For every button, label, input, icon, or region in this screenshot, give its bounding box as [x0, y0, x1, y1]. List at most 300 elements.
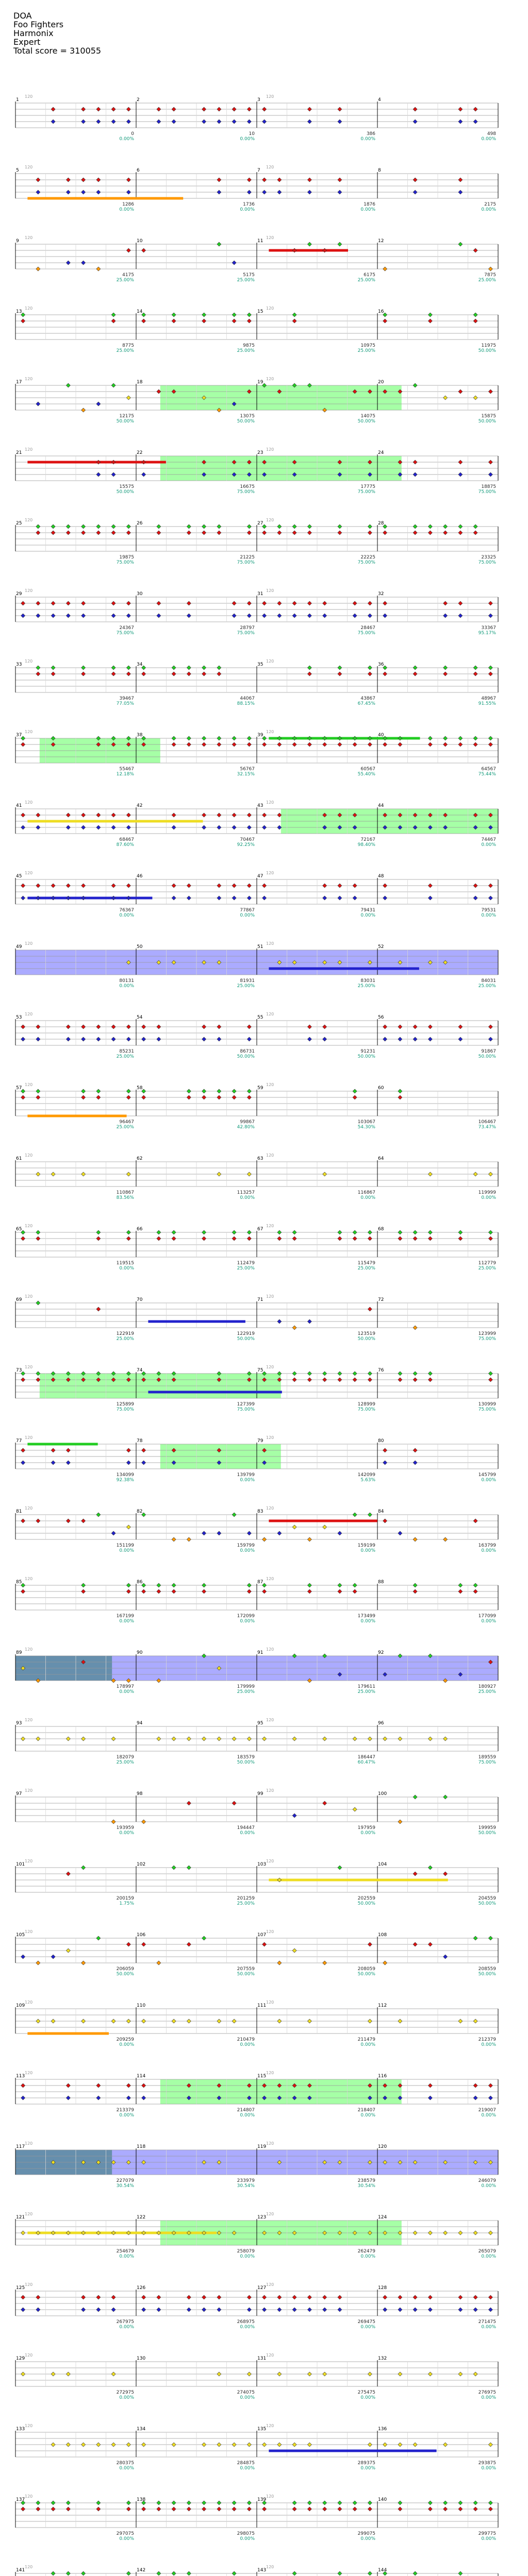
- tempo-marker: 120: [266, 306, 274, 311]
- note-red: [307, 1378, 311, 1382]
- measure-number: 107: [257, 1933, 267, 1938]
- note-blue: [66, 190, 70, 194]
- note-red: [428, 1025, 432, 1029]
- note-blue: [428, 896, 432, 900]
- note-red: [323, 1025, 327, 1029]
- note-yellow: [262, 2443, 267, 2447]
- note-blue: [413, 1037, 417, 1041]
- measure-number: 32: [378, 591, 384, 597]
- tempo-marker: 120: [25, 1082, 33, 1087]
- note-green: [307, 2501, 311, 2505]
- measure-score: 386: [366, 131, 375, 137]
- note-red: [473, 672, 477, 676]
- measure-number: 90: [137, 1650, 143, 1655]
- measure-score: 76367: [119, 908, 134, 913]
- note-green: [292, 2501, 296, 2505]
- note-blue: [217, 1037, 221, 1041]
- measure-score: 189559: [478, 1755, 496, 1760]
- note-blue: [202, 1037, 206, 1041]
- note-green: [413, 2571, 417, 2575]
- note-red: [126, 884, 130, 888]
- note-red: [277, 742, 282, 747]
- note-green: [172, 1230, 176, 1234]
- note-red: [428, 884, 432, 888]
- note-yellow: [217, 1172, 221, 1176]
- note-blue: [21, 2096, 25, 2100]
- note-red: [51, 672, 55, 676]
- note-green: [126, 666, 130, 670]
- note-red: [157, 1236, 161, 1241]
- note-red: [66, 1872, 70, 1876]
- note-red: [187, 742, 191, 747]
- note-blue: [277, 825, 282, 829]
- note-red: [338, 672, 342, 676]
- note-red: [81, 2295, 86, 2299]
- note-yellow: [277, 1878, 282, 1882]
- note-red: [96, 2295, 101, 2299]
- measure-percent: 25.00%: [478, 1266, 496, 1271]
- measure-percent: 30.54%: [357, 2183, 375, 2189]
- note-green: [157, 1583, 161, 1587]
- note-green: [172, 2501, 176, 2505]
- staff-row: [15, 524, 498, 551]
- note-green: [292, 2571, 296, 2575]
- note-blue: [413, 2308, 417, 2312]
- measure-score: 19875: [119, 555, 134, 560]
- note-red: [473, 248, 477, 252]
- note-blue: [81, 825, 86, 829]
- measure-score: 201259: [237, 1896, 255, 1901]
- note-green: [368, 2571, 372, 2575]
- measure-number: 138: [137, 2497, 146, 2502]
- note-red: [398, 1378, 402, 1382]
- note-red: [157, 2507, 161, 2511]
- note-red: [488, 884, 492, 888]
- measure-score: 70467: [240, 837, 255, 842]
- measure-percent: 30.54%: [237, 2183, 255, 2189]
- note-red: [292, 1378, 296, 1382]
- measure-number: 78: [137, 1438, 143, 1444]
- note-red: [142, 460, 146, 464]
- note-green: [217, 2501, 221, 2505]
- note-blue: [338, 2308, 342, 2312]
- measure-percent: 50.00%: [478, 1901, 496, 1906]
- measure-number: 118: [137, 2144, 146, 2149]
- note-green: [96, 1230, 101, 1234]
- tempo-marker: 120: [266, 2565, 274, 2569]
- note-red: [202, 672, 206, 676]
- measure-score: 265079: [478, 2249, 496, 2254]
- note-blue: [232, 614, 236, 618]
- note-red: [323, 248, 327, 252]
- measure-number: 111: [257, 2003, 267, 2008]
- note-red: [473, 2083, 477, 2088]
- tempo-marker: 120: [25, 730, 33, 734]
- note-red: [202, 1589, 206, 1594]
- note-blue: [187, 614, 191, 618]
- measure-number: 15: [257, 309, 263, 314]
- measure-number: 22: [137, 450, 143, 455]
- staff-row: [15, 2360, 498, 2386]
- measure-percent: 0.00%: [360, 2254, 375, 2259]
- note-red: [81, 178, 86, 182]
- note-green: [111, 524, 116, 529]
- tempo-marker: 120: [25, 2000, 33, 2005]
- note-green: [473, 313, 477, 317]
- note-blue: [368, 614, 372, 618]
- note-blue: [262, 825, 267, 829]
- note-green: [96, 2501, 101, 2505]
- measure-score: 21225: [240, 555, 255, 560]
- staff-row: [15, 948, 498, 975]
- note-red: [458, 1589, 463, 1594]
- note-yellow: [292, 1948, 296, 1953]
- note-red: [157, 601, 161, 605]
- note-blue: [96, 402, 101, 406]
- note-blue: [96, 1037, 101, 1041]
- note-red: [353, 1589, 357, 1594]
- measure-number: 134: [137, 2427, 146, 2432]
- measure-score: 142099: [357, 1472, 375, 1478]
- note-green: [458, 2501, 463, 2505]
- measure-number: 35: [257, 662, 263, 667]
- note-red: [172, 813, 176, 817]
- note-blue: [157, 120, 161, 124]
- measure-number: 9: [16, 239, 19, 244]
- note-blue: [36, 825, 40, 829]
- note-yellow: [126, 2231, 130, 2235]
- measure-number: 141: [16, 2568, 25, 2573]
- measure-number: 64: [378, 1156, 384, 1161]
- measure-number: 11: [257, 239, 263, 244]
- note-blue: [292, 1814, 296, 1818]
- note-green: [488, 2501, 492, 2505]
- note-red: [232, 2507, 236, 2511]
- note-yellow: [443, 2443, 448, 2447]
- note-red: [217, 2507, 221, 2511]
- note-blue: [21, 1955, 25, 1959]
- note-blue: [413, 190, 417, 194]
- note-red: [473, 1589, 477, 1594]
- note-red: [488, 601, 492, 605]
- measure-number: 137: [16, 2497, 25, 2502]
- note-red: [262, 884, 267, 888]
- note-red: [473, 531, 477, 535]
- note-red: [96, 107, 101, 111]
- note-blue: [202, 120, 206, 124]
- measure-score: 99867: [240, 1120, 255, 1125]
- tempo-marker: 120: [266, 2000, 274, 2005]
- note-red: [142, 1025, 146, 1029]
- measure-number: 33: [16, 662, 22, 667]
- note-red: [126, 813, 130, 817]
- measure-percent: 0.00%: [481, 207, 496, 212]
- note-yellow: [413, 2443, 417, 2447]
- measure-percent: 0.00%: [119, 2536, 134, 2541]
- tempo-marker: 120: [25, 800, 33, 805]
- staff-row: [15, 1654, 498, 1683]
- staff-row: [15, 1301, 498, 1330]
- tempo-marker: 120: [25, 1647, 33, 1652]
- note-red: [368, 1307, 372, 1311]
- measure-percent: 0.00%: [240, 913, 255, 918]
- note-red: [247, 531, 251, 535]
- measure-number: 87: [257, 1580, 263, 1585]
- measure-percent: 75.00%: [357, 1407, 375, 1412]
- note-blue: [217, 896, 221, 900]
- note-red: [36, 1236, 40, 1241]
- note-green: [428, 313, 432, 317]
- tempo-marker: 120: [266, 871, 274, 875]
- tempo-marker: 120: [25, 1718, 33, 1722]
- note-red: [292, 319, 296, 323]
- note-orange: [413, 1326, 417, 1330]
- note-red: [262, 107, 267, 111]
- note-green: [307, 736, 311, 740]
- measure-number: 133: [16, 2427, 25, 2432]
- note-yellow: [217, 2372, 221, 2376]
- measure-percent: 75.00%: [237, 1407, 255, 1412]
- note-blue: [413, 1461, 417, 1465]
- note-red: [36, 1378, 40, 1382]
- note-blue: [247, 825, 251, 829]
- note-red: [96, 2083, 101, 2088]
- tempo-marker: 120: [25, 2494, 33, 2499]
- measure-score: 44067: [240, 696, 255, 701]
- note-yellow: [247, 1172, 251, 1176]
- measure-number: 136: [378, 2427, 387, 2432]
- note-blue: [111, 120, 116, 124]
- note-blue: [142, 1037, 146, 1041]
- measure-number: 69: [16, 1297, 22, 1302]
- note-yellow: [368, 1737, 372, 1741]
- note-green: [232, 313, 236, 317]
- note-red: [81, 107, 86, 111]
- staff-row: [15, 1795, 498, 1824]
- measure-score: 219007: [478, 2108, 496, 2113]
- measure-score: 271475: [478, 2319, 496, 2325]
- note-green: [353, 1230, 357, 1234]
- note-blue: [277, 1531, 282, 1535]
- measure-number: 108: [378, 1933, 387, 1938]
- note-blue: [172, 120, 176, 124]
- note-blue: [247, 2308, 251, 2312]
- measure-score: 276975: [478, 2390, 496, 2395]
- note-green: [307, 1583, 311, 1587]
- note-green: [126, 1583, 130, 1587]
- tempo-marker: 120: [266, 2282, 274, 2287]
- staff-row: [15, 383, 498, 412]
- measure-percent: 0.00%: [360, 2395, 375, 2400]
- measure-number: 93: [16, 1721, 22, 1726]
- note-yellow: [458, 2231, 463, 2235]
- note-red: [338, 2507, 342, 2511]
- note-red: [126, 107, 130, 111]
- tempo-marker: 120: [266, 1012, 274, 1016]
- note-green: [202, 666, 206, 670]
- measure-number: 20: [378, 380, 384, 385]
- measure-score: 6175: [364, 273, 375, 278]
- measure-score: 84031: [481, 978, 496, 984]
- note-red: [36, 531, 40, 535]
- tempo-marker: 120: [25, 1859, 33, 1863]
- note-blue: [111, 614, 116, 618]
- measure-percent: 25.00%: [357, 278, 375, 283]
- note-red: [262, 813, 267, 817]
- note-red: [111, 601, 116, 605]
- measure-percent: 50.00%: [478, 1831, 496, 1836]
- measure-number: 34: [137, 662, 143, 667]
- note-green: [488, 1936, 492, 1940]
- note-red: [232, 1095, 236, 1099]
- measure-percent: 0.00%: [481, 1195, 496, 1200]
- note-blue: [488, 1037, 492, 1041]
- measure-percent: 25.00%: [237, 348, 255, 353]
- sustain-green: [27, 1443, 97, 1446]
- note-yellow: [187, 2019, 191, 2023]
- staff-row: [15, 666, 498, 692]
- measure-percent: 73.47%: [478, 1125, 496, 1130]
- note-yellow: [142, 2443, 146, 2447]
- note-blue: [488, 896, 492, 900]
- note-red: [473, 742, 477, 747]
- note-red: [307, 601, 311, 605]
- note-red: [21, 1589, 25, 1594]
- note-red: [383, 1519, 387, 1523]
- note-red: [111, 672, 116, 676]
- note-blue: [277, 2308, 282, 2312]
- measure-number: 66: [137, 1227, 143, 1232]
- measure-score: 498: [487, 131, 496, 137]
- note-red: [383, 319, 387, 323]
- note-yellow: [232, 1737, 236, 1741]
- note-blue: [66, 261, 70, 265]
- measure-percent: 88.15%: [237, 701, 255, 706]
- note-red: [323, 601, 327, 605]
- measure-percent: 0.00%: [240, 1548, 255, 1553]
- measure-percent: 1.75%: [119, 1901, 134, 1906]
- measure-score: 113257: [237, 1190, 255, 1195]
- note-green: [338, 1371, 342, 1376]
- staff-row: [15, 1230, 498, 1257]
- note-red: [323, 2295, 327, 2299]
- note-red: [413, 1025, 417, 1029]
- note-yellow: [428, 2372, 432, 2376]
- note-green: [323, 1371, 327, 1376]
- note-green: [126, 2571, 130, 2575]
- note-green: [458, 2571, 463, 2575]
- note-blue: [232, 261, 236, 265]
- note-red: [66, 2507, 70, 2511]
- note-yellow: [66, 2372, 70, 2376]
- measure-percent: 25.00%: [357, 984, 375, 989]
- note-blue: [96, 120, 101, 124]
- note-green: [81, 524, 86, 529]
- measure-score: 28797: [240, 625, 255, 631]
- note-red: [187, 531, 191, 535]
- note-green: [443, 2501, 448, 2505]
- note-green: [338, 1230, 342, 1234]
- note-red: [338, 107, 342, 111]
- sustain-blue: [148, 1320, 245, 1323]
- measure-percent: 50.00%: [357, 419, 375, 424]
- measure-percent: 0.00%: [240, 1195, 255, 1200]
- measure-score: 119999: [478, 1190, 496, 1195]
- note-red: [488, 1378, 492, 1382]
- measure-number: 45: [16, 874, 22, 879]
- note-red: [323, 1801, 327, 1805]
- note-green: [247, 524, 251, 529]
- note-red: [398, 742, 402, 747]
- sustain-blue: [148, 1391, 282, 1394]
- measure-percent: 50.00%: [237, 1054, 255, 1059]
- note-red: [187, 1095, 191, 1099]
- tempo-marker: 120: [25, 94, 33, 99]
- note-red: [307, 1025, 311, 1029]
- note-yellow: [21, 2231, 25, 2235]
- note-red: [262, 531, 267, 535]
- note-red: [81, 884, 86, 888]
- note-green: [292, 1371, 296, 1376]
- note-red: [51, 1448, 55, 1452]
- measure-percent: 0.00%: [240, 1831, 255, 1836]
- note-yellow: [488, 2443, 492, 2447]
- note-yellow: [473, 1172, 477, 1176]
- note-yellow: [277, 2443, 282, 2447]
- note-green: [81, 1583, 86, 1587]
- note-green: [428, 1230, 432, 1234]
- sustain-blue: [27, 897, 152, 900]
- tempo-marker: 120: [266, 2353, 274, 2358]
- measure-percent: 0.00%: [240, 2113, 255, 2118]
- note-red: [111, 319, 116, 323]
- note-green: [81, 2571, 86, 2575]
- note-red: [96, 1307, 101, 1311]
- measure-number: 55: [257, 1015, 263, 1020]
- measure-percent: 0.00%: [481, 2395, 496, 2400]
- note-red: [217, 2295, 221, 2299]
- staff-row: [15, 1725, 498, 1751]
- note-blue: [383, 2308, 387, 2312]
- note-green: [398, 2501, 402, 2505]
- note-green: [187, 2501, 191, 2505]
- note-blue: [81, 190, 86, 194]
- measure-percent: 0.00%: [119, 137, 134, 142]
- note-green: [353, 1371, 357, 1376]
- note-blue: [232, 896, 236, 900]
- note-red: [292, 601, 296, 605]
- note-red: [187, 884, 191, 888]
- measure-percent: 0.00%: [119, 1266, 134, 1271]
- note-red: [217, 107, 221, 111]
- note-red: [202, 2295, 206, 2299]
- note-green: [96, 1513, 101, 1517]
- measure-score: 24367: [119, 625, 134, 631]
- measure-score: 202559: [357, 1896, 375, 1901]
- note-red: [202, 319, 206, 323]
- note-red: [383, 531, 387, 535]
- measure-number: 117: [16, 2144, 25, 2149]
- note-red: [458, 107, 463, 111]
- note-red: [247, 178, 251, 182]
- tempo-marker: 120: [25, 377, 33, 381]
- note-red: [338, 1589, 342, 1594]
- note-yellow: [126, 1525, 130, 1529]
- note-yellow: [126, 1172, 130, 1176]
- note-blue: [36, 402, 40, 406]
- measure-percent: 0.00%: [240, 2254, 255, 2259]
- note-blue: [96, 825, 101, 829]
